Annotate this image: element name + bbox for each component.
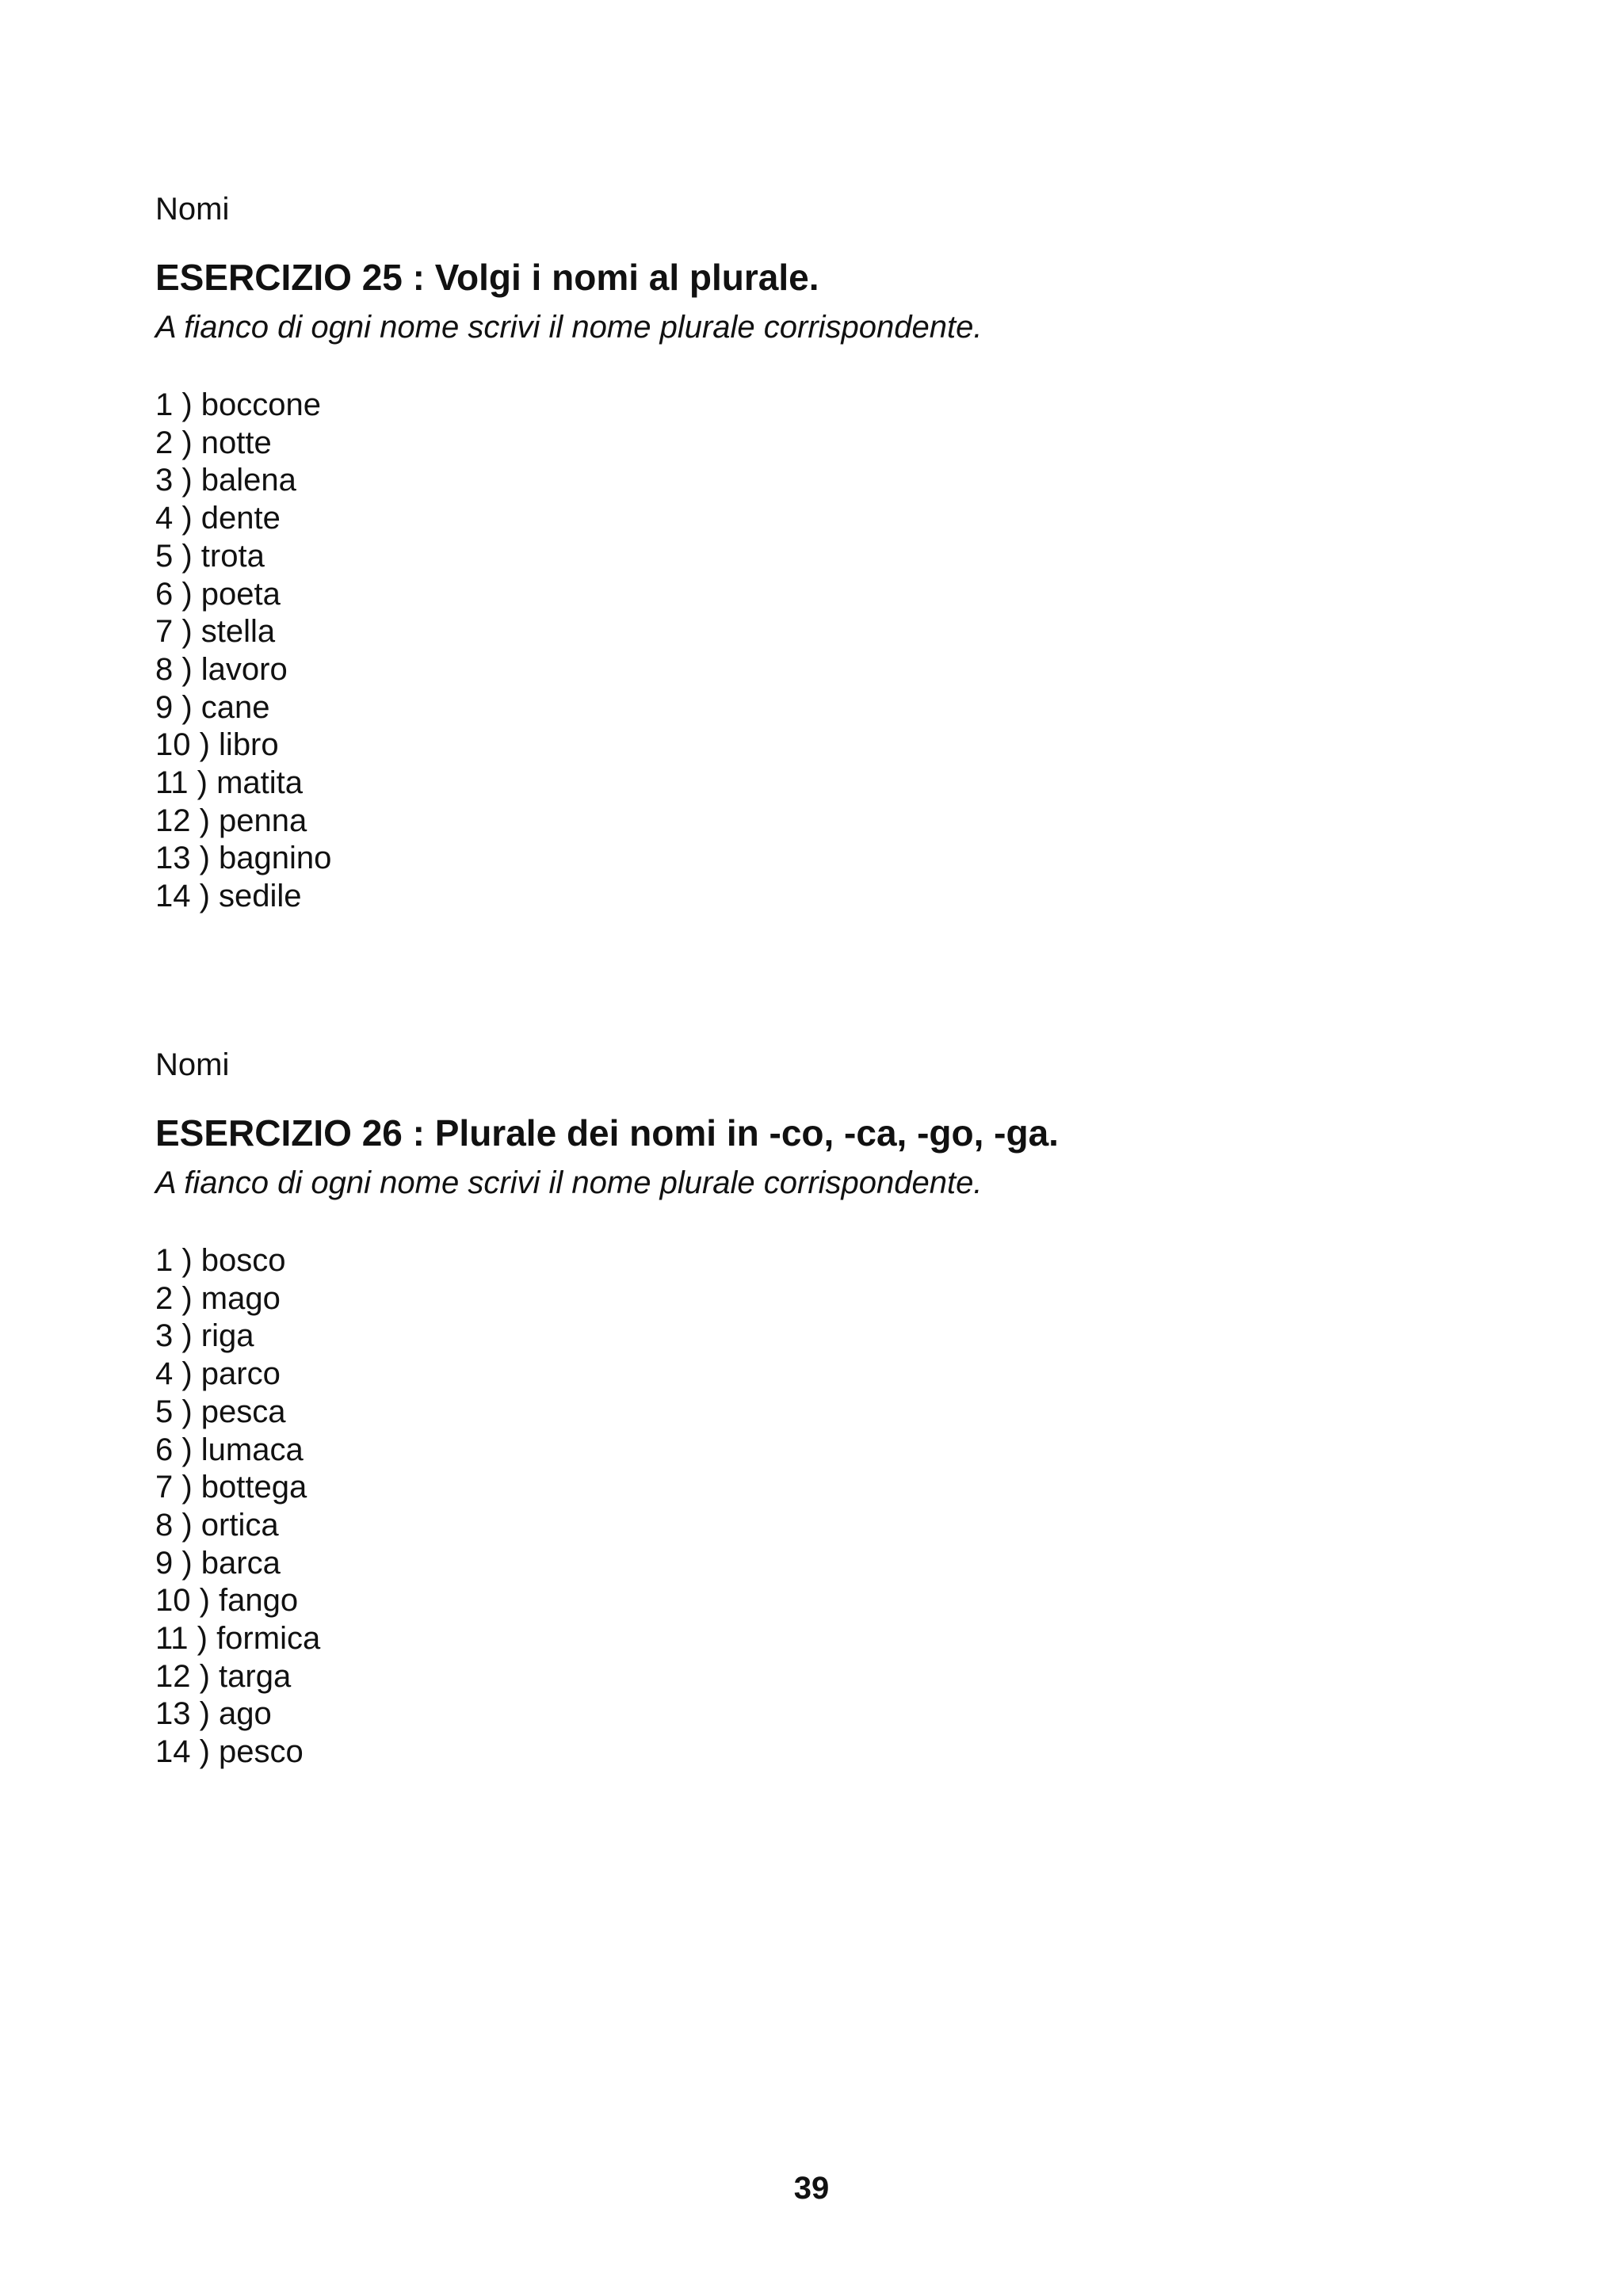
list-item: 3 ) balena — [155, 463, 296, 498]
list-item: 11 ) formica — [155, 1621, 321, 1657]
list-item: 2 ) notte — [155, 425, 272, 460]
list-item: 11 ) matita — [155, 765, 303, 801]
list-item: 4 ) dente — [155, 501, 281, 536]
word-list — [155, 387, 1503, 916]
list-item: 5 ) trota — [155, 538, 265, 574]
exercise-instruction: A fianco di ogni nome scrivi il nome plurale corrispondente. — [155, 1165, 983, 1200]
word-list — [155, 1242, 1503, 1772]
exercise-26 — [155, 1046, 1503, 1772]
list-item: 13 ) ago — [155, 1696, 272, 1732]
section-label: Nomi — [155, 192, 230, 227]
list-item: 2 ) mago — [155, 1280, 281, 1316]
list-item: 8 ) lavoro — [155, 651, 288, 687]
list-item: 8 ) ortica — [155, 1507, 279, 1543]
exercise-25 — [155, 190, 1503, 916]
list-item: 7 ) stella — [155, 614, 276, 650]
list-item: 4 ) parco — [155, 1356, 281, 1392]
list-item: 7 ) bottega — [155, 1470, 307, 1505]
list-item: 6 ) lumaca — [155, 1432, 304, 1467]
list-item: 1 ) boccone — [155, 387, 322, 422]
list-item: 14 ) sedile — [155, 879, 302, 914]
exercise-title: ESERCIZIO 25 : Volgi i nomi al plurale. — [155, 257, 819, 298]
list-item: 10 ) libro — [155, 727, 279, 763]
list-item: 12 ) penna — [155, 803, 307, 838]
exercise-title: ESERCIZIO 26 : Plurale dei nomi in -co, -ca, -go, -ga. — [155, 1112, 1059, 1154]
list-item: 5 ) pesca — [155, 1394, 286, 1429]
list-item: 9 ) cane — [155, 689, 270, 725]
exercise-instruction: A fianco di ogni nome scrivi il nome plurale corrispondente. — [155, 310, 983, 345]
list-item: 1 ) bosco — [155, 1243, 286, 1278]
list-item: 14 ) pesco — [155, 1734, 304, 1770]
list-item: 13 ) bagnino — [155, 841, 332, 876]
list-item: 9 ) barca — [155, 1545, 281, 1581]
page-number: 39 — [793, 2171, 830, 2206]
list-item: 6 ) poeta — [155, 576, 281, 612]
list-item: 12 ) targa — [155, 1658, 292, 1694]
list-item: 10 ) fango — [155, 1583, 299, 1619]
list-item: 3 ) riga — [155, 1318, 254, 1354]
section-label: Nomi — [155, 1047, 230, 1082]
